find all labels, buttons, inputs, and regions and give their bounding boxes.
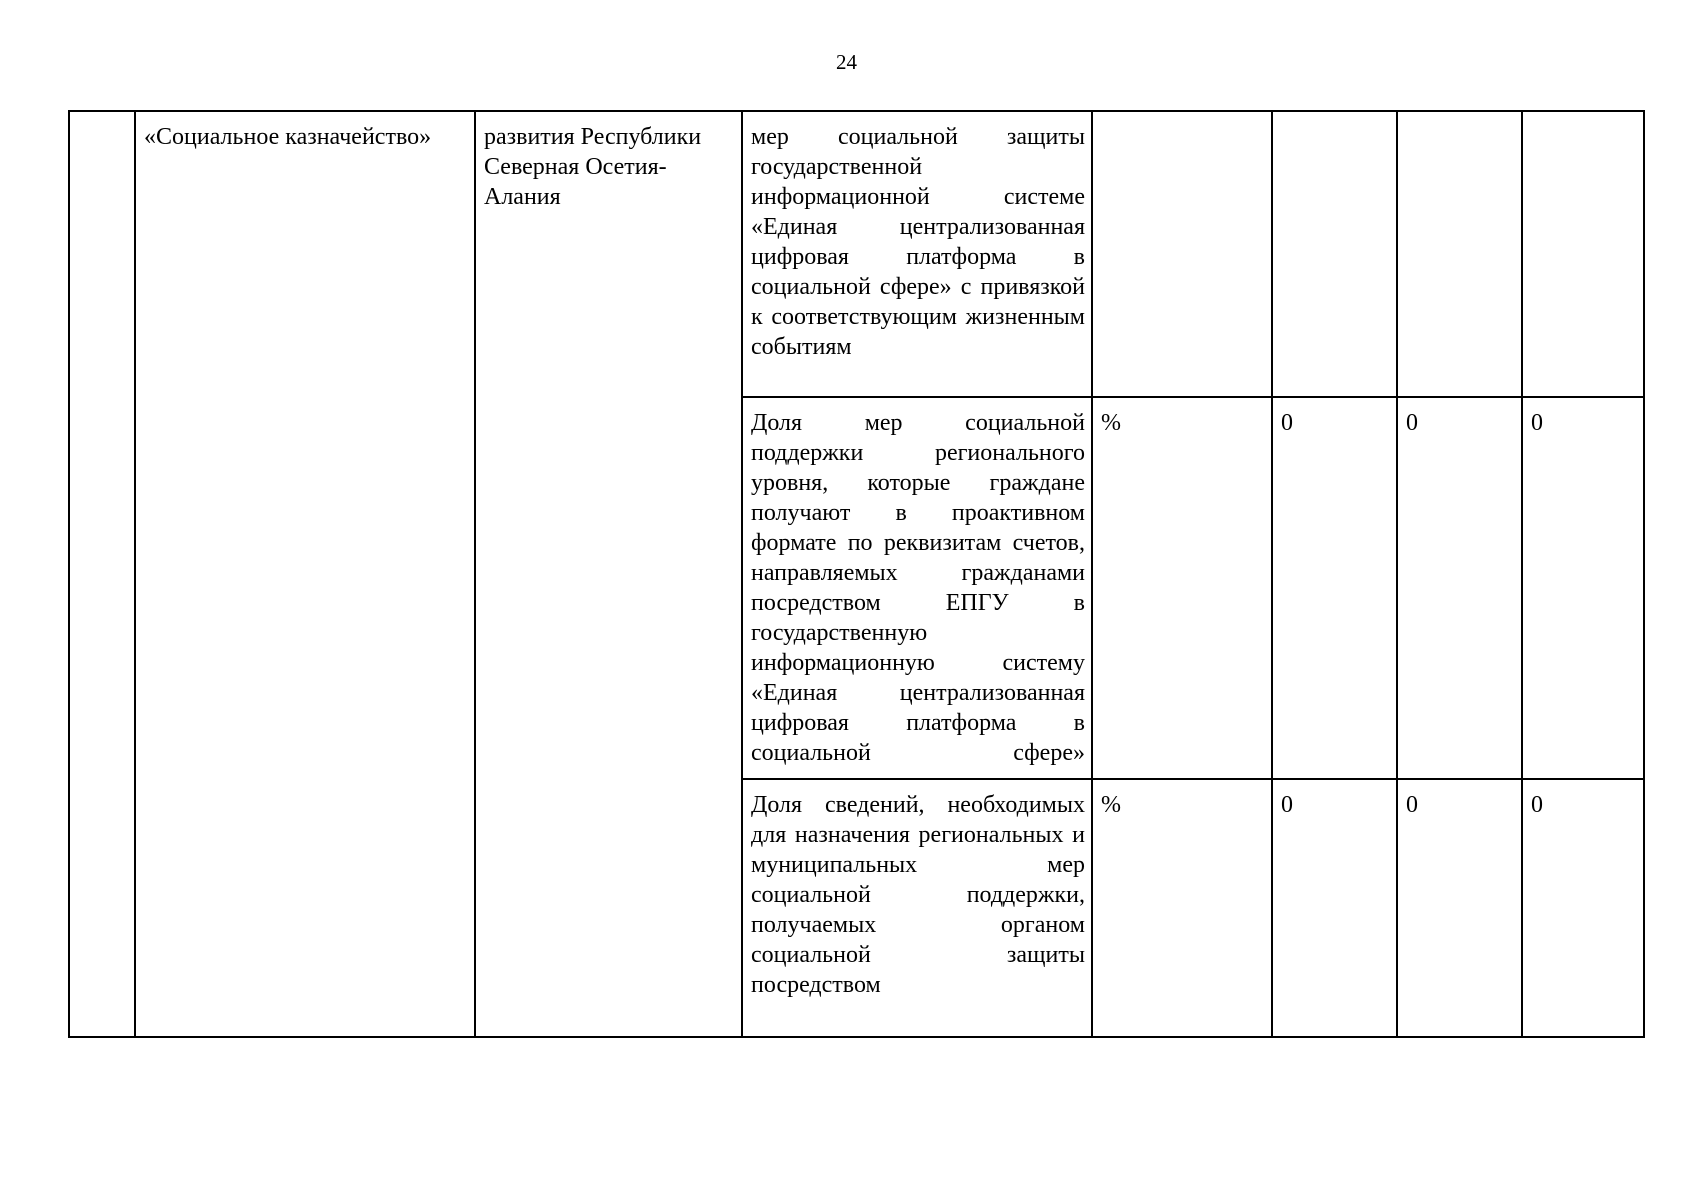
value-cell: 0	[1272, 779, 1397, 1037]
value-cell: 0	[1522, 779, 1644, 1037]
indicator-cell: Доля мер социальной поддержки регионального уровня, которые граждане получают в проактивном формате по реквизитам счетов, направляемых гражданами посредством ЕПГУ в государственную информационную систему «Единая централизованная цифровая платформа в социальной сфере»	[742, 397, 1092, 779]
unit-cell: %	[1092, 779, 1272, 1037]
value-cell	[1522, 111, 1644, 397]
indicator-cell: Доля сведений, необходимых для назначения региональных и муниципальных мер социальной поддержки, получаемых органом социальной защиты посредством	[742, 779, 1092, 1037]
unit-cell	[1092, 111, 1272, 397]
value-cell	[1397, 111, 1522, 397]
program-name-cell: «Социальное казначейство»	[135, 111, 475, 1037]
row-number-cell	[69, 111, 135, 1037]
page-number: 24	[836, 50, 857, 74]
indicators-table	[68, 110, 1645, 1038]
indicator-cell: мер социальной защиты государственной информационной системе «Единая централизованная цифровая платформа в социальной сфере» с привязкой к соответствующим жизненным событиям	[742, 111, 1092, 397]
unit-cell: %	[1092, 397, 1272, 779]
value-cell: 0	[1397, 779, 1522, 1037]
value-cell	[1272, 111, 1397, 397]
value-cell: 0	[1272, 397, 1397, 779]
value-cell: 0	[1522, 397, 1644, 779]
value-cell: 0	[1397, 397, 1522, 779]
table-row	[69, 111, 1644, 397]
responsible-cell: развития Республики Северная Осетия-Алания	[475, 111, 742, 1037]
